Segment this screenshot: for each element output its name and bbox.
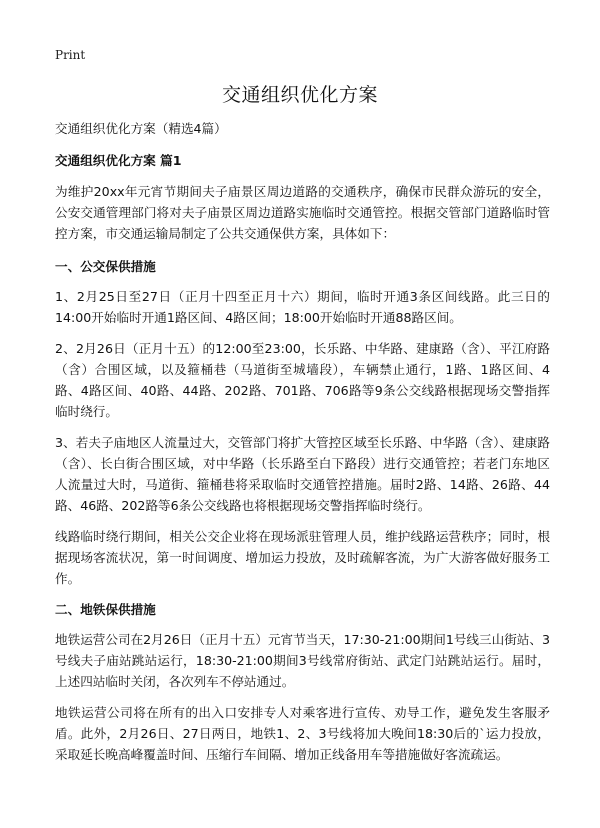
bus-paragraph-3: 3、若夫子庙地区人流量过大，交管部门将扩大管控区域至长乐路、中华路（含）、建康路（含）、长白街合围区域，对中华路（长乐路至白下路段）进行交通管控；若老门东地区人流量过大时，马道街、箍桶巷将采取临时交通管控措施。届时2路、14路、26路、44路、46路、202路等6条公交线路也将根据现场交警指挥临时绕行。 (55, 435, 550, 513)
document-subtitle: 交通组织优化方案（精选4篇） (55, 121, 227, 136)
section-heading-bus: 一、公交保供措施 (55, 259, 156, 274)
metro-paragraph-1: 地铁运营公司在2月26日（正月十五）元宵节当天，17:30-21:00期间1号线三山街站、3号线夫子庙站跳站运行，18:30-21:00期间3号线常府街站、武定门站跳站运行。届时，上述四站临时关闭，各次列车不停站通过。 (55, 632, 551, 689)
article-heading: 交通组织优化方案 篇1 (55, 153, 182, 168)
bus-paragraph-1: 1、2月25日至27日（正月十四至正月十六）期间，临时开通3条区间线路。此三日的14:00开始临时开通1路区间、4路区间；18:00开始临时开通88路区间。 (55, 289, 550, 325)
document-title: 交通组织优化方案 (221, 84, 378, 106)
section-heading-metro: 二、地铁保供措施 (55, 602, 156, 617)
bus-paragraph-2: 2、2月26日（正月十五）的12:00至23:00，长乐路、中华路、建康路（含）、平江府路（含）合围区域，以及箍桶巷（马道街至城墙段），车辆禁止通行，1路、1路区间、4路、4路区间、40路、44路、202路、701路、706路等9条公交线路根据现场交警指挥临时绕行。 (55, 341, 550, 419)
metro-paragraph-2: 地铁运营公司将在所有的出入口安排专人对乘客进行宣传、劝导工作，避免发生客服矛盾。此外，2月26日、27日两日，地铁1、2、3号线将加大晚间18:30后的`运力投放，采取延长晚高峰覆盖时间、压缩行车间隔、增加正线备用车等措施做好客流疏运。 (55, 705, 550, 762)
bus-paragraph-4: 线路临时绕行期间，相关公交企业将在现场派驻管理人员，维护线路运营秩序；同时，根据现场客流状况，第一时间调度、增加运力投放，及时疏解客流，为广大游客做好服务工作。 (55, 529, 550, 586)
intro-paragraph: 为维护20xx年元宵节期间夫子庙景区周边道路的交通秩序，确保市民群众游玩的安全，公安交通管理部门将对夫子庙景区周边道路实施临时交通管控。根据交管部门道路临时管控方案，市交通运输局制定了公共交通保供方案，具体如下： (55, 184, 550, 241)
document-body (55, 118, 550, 775)
print-link[interactable]: Print (55, 48, 86, 62)
